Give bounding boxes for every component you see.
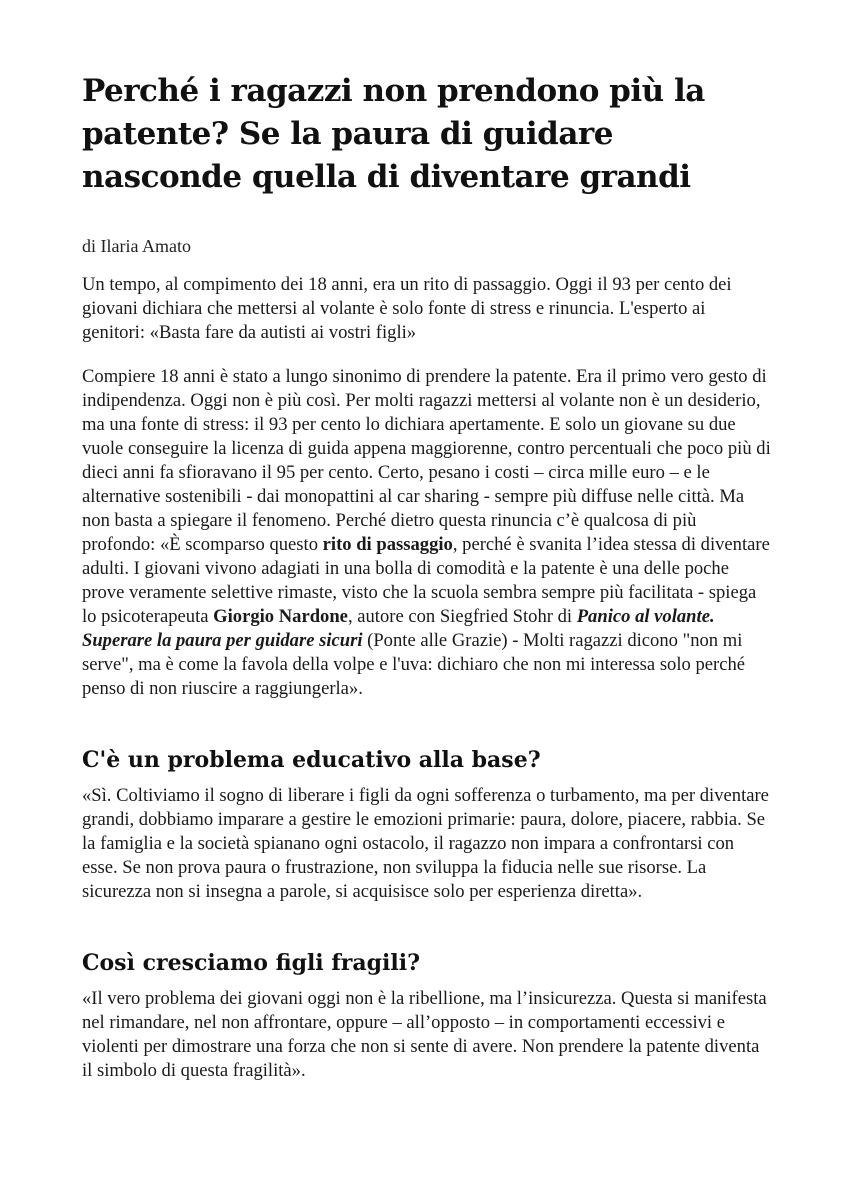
section-paragraph: «Il vero problema dei giovani oggi non è la ribellione, ma l’insicurezza. Questa si manifesta nel rimandare, nel non affrontare, oppure – all’opposto – in comportamenti eccessivi e violenti per dimostrare una forza che non si sente di avere. Non prendere la patente diventa il simbolo di questa fragilità». (82, 988, 767, 1081)
article-title: Perché i ragazzi non prendono più la patente? Se la paura di guidare nasconde quella di diventare grandi (82, 73, 705, 195)
section-heading: Così cresciamo figli fragili? (82, 950, 420, 976)
section-paragraph: «Sì. Coltiviamo il sogno di liberare i figli da ogni sofferenza o turbamento, ma per diventare grandi, dobbiamo imparare a gestire le emozioni primarie: paura, dolore, piacere, rabbia. Se la famiglia e la società spianano ogni ostacolo, il ragazzo non impara a confrontarsi con esse. Se non prova paura o frustrazione, non sviluppa la fiducia nelle sue risorse. La sicurezza non si insegna a parole, si acquisisce solo per esperienza diretta». (82, 785, 769, 902)
section-heading: C'è un problema educativo alla base? (82, 747, 541, 773)
body-text: (Ponte alle Grazie) - Molti ragazzi dicono "non mi serve", ma è come la favola della volpe e l'uva: dichiaro che non mi interessa solo perché penso di non riuscire a raggiungerla». (82, 630, 746, 699)
section-figli-fragili (82, 949, 772, 1083)
body-bold-author-name: Giorgio Nardone (213, 606, 348, 627)
body-text: , perché è svanita l’idea stessa di diventare adulti. I giovani vivono adagiati in una bolla di comodità e la patente è una delle poche prove veramente selettive rimaste, visto che la scuola sembra sempre più facilitata - spiega lo psicoterapeuta (82, 534, 770, 627)
section-problema-educativo (82, 746, 772, 904)
article-body-paragraph (82, 365, 772, 701)
body-text: , autore con Siegfried Stohr di (347, 606, 577, 627)
book-title: Panico al volante. Superare la paura per guidare sicuri (82, 606, 715, 651)
body-bold-rito: rito di passaggio (322, 534, 453, 555)
article-lead: Un tempo, al compimento dei 18 anni, era un rito di passaggio. Oggi il 93 per cento dei giovani dichiara che mettersi al volante è solo fonte di stress e rinuncia. L'esperto ai genitori: «Basta fare da autisti ai vostri figli» (82, 274, 732, 343)
article (82, 70, 772, 1083)
body-text: Compiere 18 anni è stato a lungo sinonimo di prendere la patente. Era il primo vero gesto di indipendenza. Oggi non è più così. Per molti ragazzi mettersi al volante non è un desiderio, ma una fonte di stress: il 93 per cento lo dichiara apertamente. E solo un giovane su due vuole conseguire la licenza di guida appena maggiorenne, contro percentuali che poco più di dieci anni fa sfioravano il 95 per cento. Certo, pesano i costi – circa mille euro – e le alternative sostenibili - dai monopattini al car sharing - sempre più diffuse nelle città. Ma non basta a spiegare il fenomeno. Perché dietro questa rinuncia c’è qualcosa di più profondo: «È scomparso questo (82, 366, 771, 555)
article-author: di Ilaria Amato (82, 236, 191, 256)
